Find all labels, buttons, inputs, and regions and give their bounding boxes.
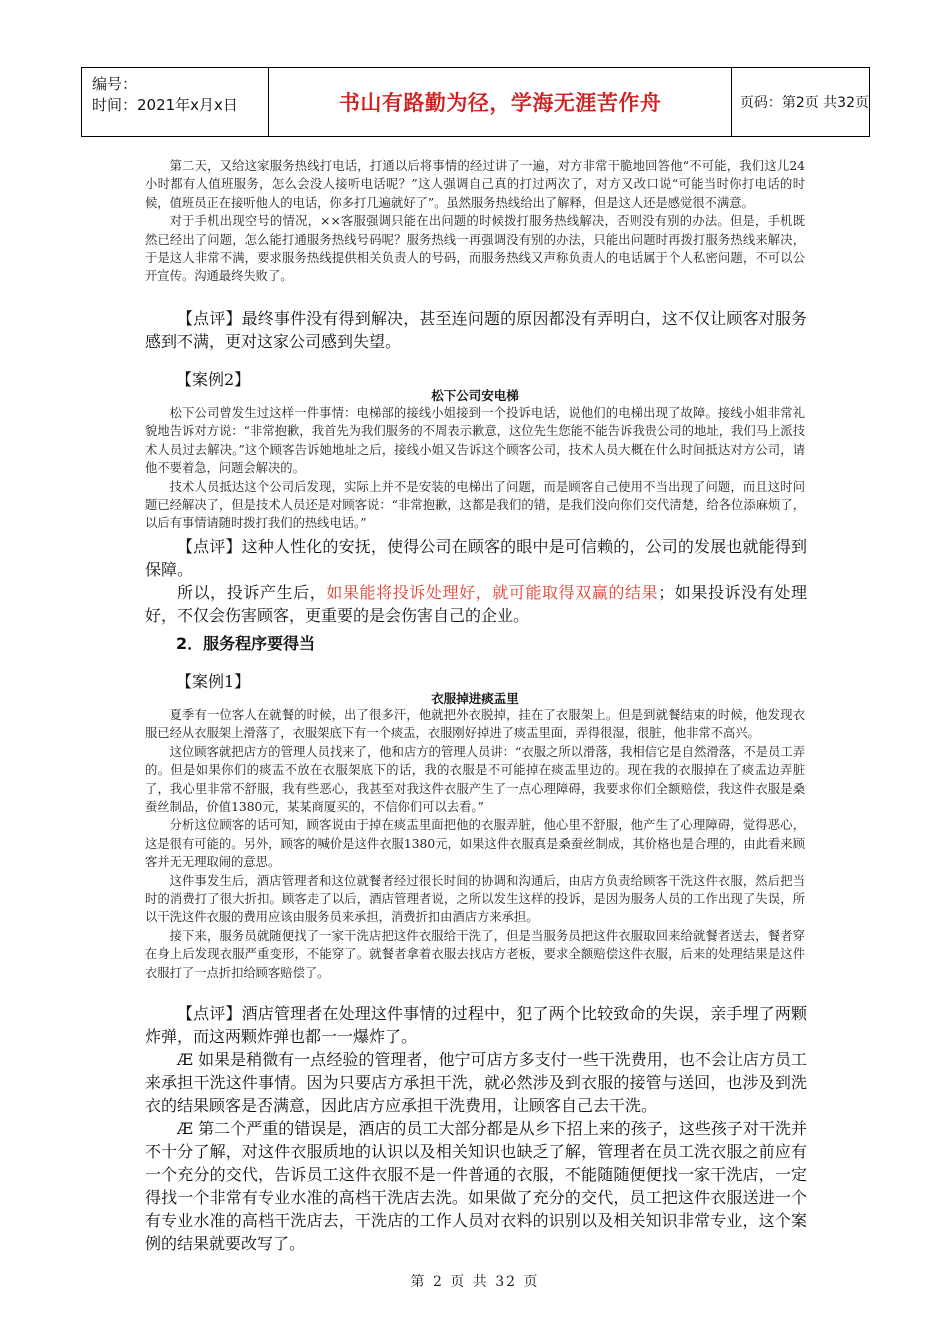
comment-text: 【点评】最终事件没有得到解决，甚至连问题的原因都没有弄明白，这不仅让顾客对服务感到不满，更对这家公司感到失望。 [145,309,807,351]
story-paragraph: 第二天，又给这家服务热线打电话，打通以后将事情的经过讲了一遍，对方非常干脆地回答他“不可能，我们这儿24小时都有人值班服务，怎么会没人接听电话呢？”这人强调自己真的打过两次了，对方又改口说“可能当时你打电话的时候，值班员正在接听他人的电话，你多打几遍就好了”。虽然服务热线给出了解释，但是这人还是感觉很不满意。 [145,159,805,210]
point-paragraph: Æ 第二个严重的错误是，酒店的员工大部分都是从乡下招上来的孩子，这些孩子对干洗并不十分了解，对这件衣服质地的认识以及相关知识也缺乏了解，管理者在员工洗衣服之前应有一个充分的交代，告诉员工这件衣服不是一件普通的衣服，不能随随便便找一家干洗店，一定得找一个非常有专业水准的高档干洗店去洗。如果做了充分的交代，员工把这件衣服送进一个有专业水准的高档干洗店去，干洗店的工作人员对衣料的识别以及相关知识非常专业，这个案例的结果就要改写了。 [145,1119,807,1253]
date-label: 时间：2021年x月x日 [92,96,238,114]
story-paragraph: 这件事发生后，酒店管理者和这位就餐者经过很长时间的协调和沟通后，由店方负责给顾客干洗这件衣服，然后把当时的消费打了很大折扣。顾客走了以后，酒店管理者说，之所以发生这样的投诉，是因为服务人员的工作出现了失误，所以干洗这件衣服的费用应该由服务员来承担，消费折扣由酒店方来承担。 [145,873,805,925]
story-paragraph: 这位顾客就把店方的管理人员找来了，他和店方的管理人员讲：“衣服之所以滑落，我相信它是自然滑落，不是员工弄的。但是如果你们的痰盂不放在衣服架底下的话，我的衣服是不可能掉在痰盂里边的。现在我的衣服掉在了痰盂边弄脏了，我心里非常不舒服，我有些恶心，我甚至对我这件衣服产生了一点心理障碍，我要求你们全额赔偿，我这件衣服是桑蚕丝制品，价值1380元，某某商厦买的，不信你们可以去看。” [145,744,805,815]
story-paragraph: 接下来，服务员就随便找了一家干洗店把这件衣服给干洗了，但是当服务员把这件衣服取回来给就餐者送去，餐者穿在身上后发现衣服严重变形，不能穿了。就餐者拿着衣服去找店方老板，要求全额赔偿这件衣服，后来的处理结果是这件衣服打了一点折扣给顾客赔偿了。 [145,928,805,980]
header-motto: 书山有路勤为径，学海无涯苦作舟 [269,68,731,136]
serial-label: 编号： [92,75,138,93]
comment-2 [145,535,807,627]
story-paragraph: 对于手机出现空号的情况，××客服强调只能在出问题的时候拨打服务热线解决，否则没有别的办法。但是，手机既然已经出了问题，怎么能打通服务热线号码呢？服务热线一再强调没有别的办法，只能出问题时再拨打服务热线来解决，于是这人非常不满，要求服务热线提供相关负责人的号码，而服务热线又声称负责人的电话属于个人私密问题，不可以公开宣传。沟通最终失败了。 [145,214,805,284]
story-section-1 [145,157,805,286]
story-paragraph: 松下公司曾发生过这样一件事情：电梯部的接线小姐接到一个投诉电话，说他们的电梯出现了故障。接线小姐非常礼貌地告诉对方说：“非常抱歉，我首先为我们服务的不周表示歉意，这位先生您能不能告诉我贵公司的地址，我们马上派技术人员过去解决。”这个顾客告诉她地址之后，接线小姐又告诉这个顾客公司，技术人员大概在什么时间抵达对方公司，请他不要着急，问题会解决的。 [145,406,805,476]
case1-story [145,706,805,982]
page-header [81,67,870,137]
case2-story [145,404,805,533]
comment-text: 【点评】这种人性化的安抚，使得公司在顾客的眼中是可信赖的，公司的发展也就能得到保障。 [145,537,807,579]
header-meta [82,68,269,136]
summary-paragraph [145,581,807,627]
comment-3 [145,1002,807,1255]
story-paragraph: 技术人员抵达这个公司后发现，实际上并不是安装的电梯出了问题，而是顾客自己使用不当出现了问题，而且这时问题已经解决了，但是技术人员还是对顾客说：“非常抱歉，这都是我们的错，是我们没向你们交代清楚，给各位添麻烦了，以后有事情请随时拨打我们的热线电话。” [145,479,805,531]
comment-1 [145,307,807,353]
story-paragraph: 分析这位顾客的话可知，顾客说由于掉在痰盂里面把他的衣服弄脏，他心里不舒服，他产生了心理障碍，觉得恶心，这是很有可能的。另外，顾客的喊价是这件衣服1380元，如果这件衣服真是桑蚕丝制成，其价格也是合理的，由此看来顾客并无无理取闹的意思。 [145,818,805,870]
section2-heading: 2．服务程序要得当 [176,634,316,653]
story-paragraph: 夏季有一位客人在就餐的时候，出了很多汗，他就把外衣脱掉，挂在了衣服架上。但是到就餐结束的时候，他发现衣服已经从衣服架上滑落了，衣服架底下有一个痰盂，衣服刚好掉进了痰盂里面，弄得很湿，很脏，他非常不高兴。 [145,708,805,741]
summary-before: 所以，投诉产生后， [177,583,327,602]
comment-text: 【点评】酒店管理者在处理这件事情的过程中，犯了两个比较致命的失误，亲手埋了两颗炸弹，而这两颗炸弹也都一一爆炸了。 [145,1004,807,1046]
case1-title: 衣服掉进痰盂里 [431,691,519,706]
page-footer: 第 2 页 共 32 页 [410,1274,540,1290]
case2-label: 【案例2】 [176,370,251,389]
summary-highlight: 如果能将投诉处理好，就可能取得双赢的结果 [326,583,659,602]
header-page-info: 页码：第2页 共32页 [739,95,869,111]
point-paragraph: Æ 如果是稍微有一点经验的管理者，他宁可店方多支付一些干洗费用，也不会让店方员工来承担干洗这件事情。因为只要店方承担干洗，就必然涉及到衣服的接管与送回，也涉及到洗衣的结果顾客是否满意，因此店方应承担干洗费用，让顾客自己去干洗。 [145,1050,807,1115]
case2-title: 松下公司安电梯 [431,388,519,403]
case1-label: 【案例1】 [176,672,251,691]
summary-after: ；如果投诉没有处理好，不仅会伤害顾客，更重要的是会伤害自己的企业。 [145,583,807,625]
